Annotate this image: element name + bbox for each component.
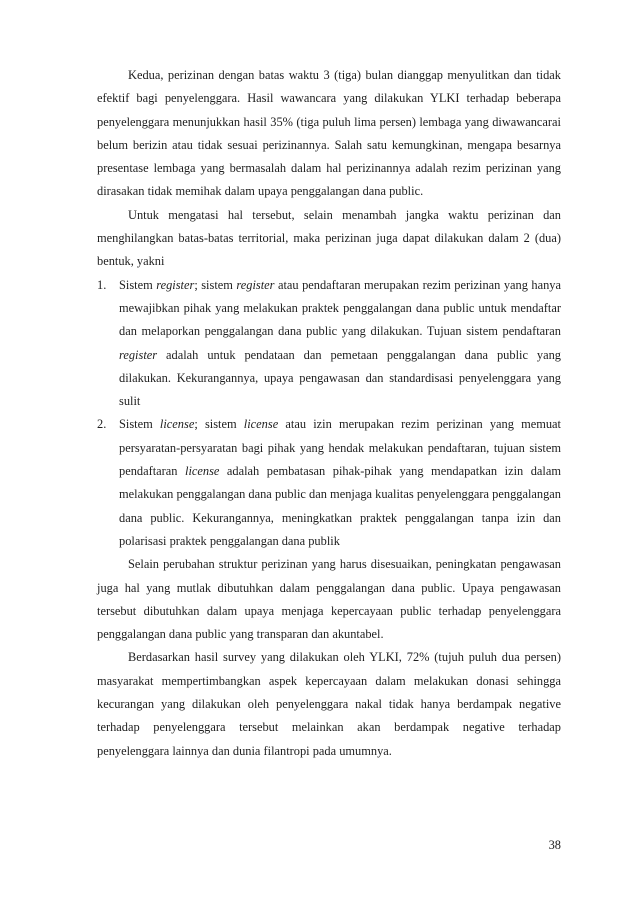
list-text: ; sistem [194, 417, 244, 432]
list-text: ; sistem [194, 277, 237, 292]
term-register: register [119, 347, 158, 362]
list-text: atau pendaftaran merupakan rezim perizinan yang hanya mewajibkan pihak yang melakukan praktek penggalangan dana public untuk mendaftar dan melaporkan penggalangan dana public yang dilakukan. Tujuan sistem pendaftaran [119, 277, 561, 339]
list-text: Sistem [119, 417, 160, 432]
list-item-register [97, 274, 561, 414]
list-text: atau izin merupakan rezim perizinan yang memuat persyaratan-persyaratan bagi pihak yang hendak melakukan pendaftaran, tujuan sistem pendaftaran [119, 417, 561, 479]
numbered-list [97, 274, 561, 554]
paragraph-2: Untuk mengatasi hal tersebut, selain menambah jangka waktu perizinan dan menghilangkan batas-batas territorial, maka perizinan juga dapat dilakukan dalam 2 (dua) bentuk, yakni [97, 207, 561, 269]
term-register: register [156, 277, 195, 292]
term-license: license [159, 417, 195, 432]
list-number: 1. [97, 277, 107, 292]
term-license: license [243, 417, 279, 432]
list-item-license [97, 413, 561, 553]
page-number: 38 [548, 838, 561, 852]
paragraph-1: Kedua, perizinan dengan batas waktu 3 (tiga) bulan dianggap menyulitkan dan tidak efektif bagi penyelenggara. Hasil wawancara yang dilakukan YLKI terhadap beberapa penyelenggara menunjukkan hasil 35% (tiga puluh lima persen) lembaga yang diwawancarai belum berizin atau tidak sesuai perizinannya. Salah satu kemungkinan, mengapa besarnya presentase lembaga yang bermasalah dalam hal perizinannya adalah rezim perizinan yang dirasakan tidak memihak dalam upaya penggalangan dana public. [97, 68, 561, 199]
body-text [97, 64, 561, 763]
list-number: 2. [97, 417, 107, 432]
term-register: register [236, 277, 275, 292]
list-text: adalah untuk pendataan dan pemetaan penggalangan dana public yang dilakukan. Kekurangannya, upaya pengawasan dan standardisasi penyelenggara yang sulit [119, 347, 561, 409]
paragraph-4: Berdasarkan hasil survey yang dilakukan oleh YLKI, 72% (tujuh puluh dua persen) masyarakat mempertimbangkan aspek kepercayaan dalam melakukan donasi sehingga kecurangan yang dilakukan oleh penyelenggara nakal tidak hanya berdampak negative terhadap penyelenggara tersebut melainkan akan berdampak negative terhadap penyelenggara lainnya dan dunia filantropi pada umumnya. [97, 650, 561, 758]
term-license: license [185, 464, 220, 479]
list-text: adalah pembatasan pihak-pihak yang mendapatkan izin dalam melakukan penggalangan dana public dan menjaga kualitas penyelenggara penggalangan dana public. Kekurangannya, meningkatkan praktek penggalangan tanpa izin dan polarisasi praktek penggalangan dana publik [119, 464, 561, 548]
list-text: Sistem [119, 277, 157, 292]
paragraph-3: Selain perubahan struktur perizinan yang harus disesuaikan, peningkatan pengawasan juga hal yang mutlak dibutuhkan dalam penggalangan dana public. Upaya pengawasan tersebut dibutuhkan dalam upaya menjaga kepercayaan public terhadap penyelenggara penggalangan dana public yang transparan dan akuntabel. [97, 557, 561, 642]
